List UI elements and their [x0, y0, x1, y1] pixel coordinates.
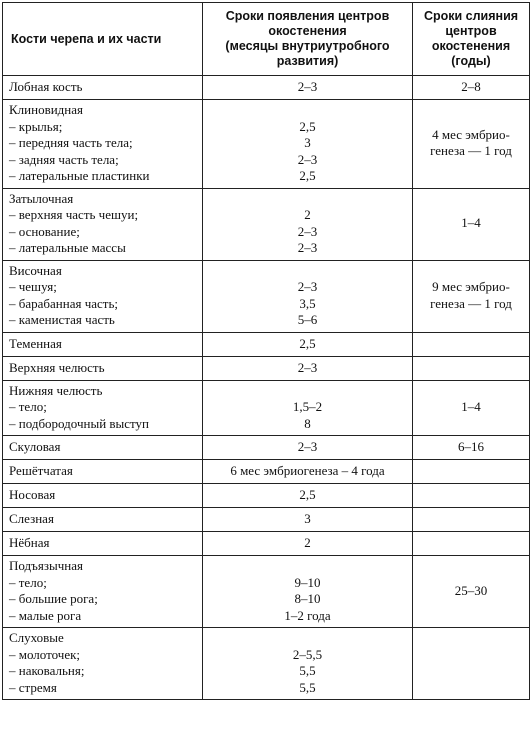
- appearance-value: 8: [304, 415, 311, 431]
- table-row: [3, 188, 530, 260]
- bone-part-name: – наковальня;: [9, 663, 85, 678]
- bone-name-cell: [3, 460, 203, 484]
- fusion-value: генеза — 1 год: [430, 295, 512, 311]
- bone-name-cell: [3, 484, 203, 508]
- table-row: [3, 508, 530, 532]
- fusion-cell: [413, 332, 530, 356]
- header-fusion-line: (годы): [451, 54, 491, 68]
- spacer: [207, 383, 408, 400]
- fusion-value: 1–4: [461, 215, 481, 231]
- table-row: [3, 380, 530, 436]
- table-row: [3, 100, 530, 189]
- spacer: [207, 191, 408, 208]
- appearance-value: 3,5: [299, 295, 316, 311]
- appearance-value: 2–3: [297, 151, 318, 167]
- fusion-value: 2–8: [461, 79, 481, 95]
- header-bones: Кости черепа и их части: [3, 3, 203, 76]
- appearance-value: 5,5: [299, 663, 316, 678]
- appearance-value: 6 мес эмбриогенеза – 4 года: [230, 463, 385, 479]
- bone-part-name: – стремя: [9, 679, 57, 695]
- table-row: [3, 532, 530, 556]
- bone-name: Решётчатая: [9, 463, 73, 479]
- bone-name-cell: [3, 628, 203, 700]
- bone-name: Верхняя челюсть: [9, 359, 105, 375]
- bone-part-name: – чешуя;: [9, 279, 57, 294]
- appearance-value: 2–3: [297, 223, 318, 239]
- appearance-cell: [203, 484, 413, 508]
- appearance-cell: [203, 76, 413, 100]
- bone-name-cell: [3, 556, 203, 628]
- appearance-cell: [203, 260, 413, 332]
- ossification-table: [2, 2, 530, 700]
- bone-name-cell: [3, 436, 203, 460]
- header-appearance-line: (месяцы внутриутробного: [225, 39, 390, 53]
- bone-part-name: – латеральные пластинки: [9, 168, 150, 183]
- fusion-value: 1–4: [461, 399, 481, 414]
- appearance-value: 2,5: [299, 487, 316, 503]
- appearance-cell: [203, 356, 413, 380]
- header-fusion-line: Сроки слияния: [423, 9, 519, 23]
- bone-name-cell: [3, 76, 203, 100]
- table-row: [3, 260, 530, 332]
- bone-name-cell: [3, 380, 203, 436]
- fusion-cell: [413, 188, 530, 260]
- appearance-value: 2–3: [297, 79, 318, 95]
- spacer: [207, 102, 408, 119]
- header-appearance-line: Сроки появления центров: [225, 9, 390, 23]
- table-row: [3, 76, 530, 100]
- appearance-value: 2: [304, 207, 311, 222]
- fusion-cell: [413, 76, 530, 100]
- table-row: [3, 484, 530, 508]
- table-body: [3, 76, 530, 700]
- table-row: [3, 332, 530, 356]
- fusion-cell: [413, 100, 530, 189]
- appearance-cell: [203, 460, 413, 484]
- appearance-cell: [203, 508, 413, 532]
- header-appearance: [203, 3, 413, 76]
- bone-name: Нёбная: [9, 535, 50, 551]
- fusion-cell: [413, 484, 530, 508]
- bone-part-name: – молоточек;: [9, 646, 81, 662]
- appearance-value: 2,5: [299, 118, 316, 134]
- fusion-cell: [413, 508, 530, 532]
- bone-part-name: – латеральные массы: [9, 240, 126, 255]
- bone-name-cell: [3, 188, 203, 260]
- document-page: [2, 2, 529, 700]
- table-row: [3, 460, 530, 484]
- bone-name: Височная: [9, 262, 62, 278]
- bone-name: Клиновидная: [9, 102, 83, 117]
- appearance-value: 2,5: [299, 335, 316, 351]
- appearance-cell: [203, 188, 413, 260]
- bone-part-name: – малые рога: [9, 607, 82, 623]
- bone-part-name: – подбородочный выступ: [9, 415, 150, 431]
- appearance-cell: [203, 332, 413, 356]
- appearance-value: 2–3: [297, 359, 318, 375]
- appearance-value: 3: [304, 135, 311, 150]
- appearance-value: 5,5: [299, 679, 316, 695]
- bone-part-name: – задняя часть тела;: [9, 151, 119, 167]
- fusion-cell: [413, 380, 530, 436]
- bone-name: Носовая: [9, 487, 56, 503]
- bone-part-name: – основание;: [9, 223, 80, 239]
- fusion-cell: [413, 356, 530, 380]
- fusion-cell: [413, 460, 530, 484]
- header-fusion-line: окостенения: [431, 39, 511, 53]
- bone-name-cell: [3, 356, 203, 380]
- appearance-value: 1,5–2: [292, 399, 323, 414]
- table-row: [3, 436, 530, 460]
- bone-name-cell: [3, 508, 203, 532]
- appearance-value: 5–6: [297, 312, 318, 327]
- header-fusion: [413, 3, 530, 76]
- header-appearance-line: развития): [276, 54, 339, 68]
- bone-name: Нижняя челюсть: [9, 382, 103, 398]
- bone-name: Слезная: [9, 511, 54, 527]
- bone-name: Затылочная: [9, 190, 74, 206]
- bone-name-cell: [3, 532, 203, 556]
- table-row: [3, 628, 530, 700]
- bone-name: Слуховые: [9, 630, 64, 645]
- bone-part-name: – верхняя часть чешуи;: [9, 207, 139, 222]
- spacer: [207, 558, 408, 575]
- bone-name: Теменная: [9, 335, 62, 351]
- bone-name: Скуловая: [9, 439, 61, 455]
- fusion-value: 25–30: [454, 582, 488, 598]
- table-header-row: [3, 3, 530, 76]
- bone-name-cell: [3, 100, 203, 189]
- bone-part-name: – барабанная часть;: [9, 295, 119, 311]
- fusion-value: генеза — 1 год: [430, 143, 512, 159]
- appearance-value: 2–3: [297, 439, 318, 455]
- bone-part-name: – тело;: [9, 399, 47, 414]
- spacer: [207, 630, 408, 647]
- fusion-value: 9 мес эмбрио-: [432, 279, 510, 294]
- appearance-cell: [203, 436, 413, 460]
- bone-name: Подъязычная: [9, 558, 83, 573]
- appearance-cell: [203, 380, 413, 436]
- bone-part-name: – каменистая часть: [9, 312, 115, 327]
- appearance-value: 2–3: [297, 240, 318, 255]
- bone-part-name: – передняя часть тела;: [9, 135, 133, 150]
- appearance-value: 9–10: [294, 574, 321, 590]
- fusion-value: 4 мес эмбрио-: [432, 126, 510, 142]
- appearance-value: 1–2 года: [284, 607, 331, 623]
- table-row: [3, 556, 530, 628]
- appearance-value: 8–10: [294, 591, 321, 606]
- appearance-value: 2–5,5: [292, 646, 323, 662]
- appearance-value: 2–3: [297, 279, 318, 294]
- fusion-cell: [413, 260, 530, 332]
- fusion-cell: [413, 436, 530, 460]
- bone-name-cell: [3, 332, 203, 356]
- appearance-cell: [203, 100, 413, 189]
- appearance-cell: [203, 628, 413, 700]
- appearance-value: 2,5: [299, 168, 316, 183]
- appearance-cell: [203, 556, 413, 628]
- fusion-cell: [413, 532, 530, 556]
- table-row: [3, 356, 530, 380]
- appearance-cell: [203, 532, 413, 556]
- fusion-cell: [413, 556, 530, 628]
- header-fusion-line: центров: [445, 24, 497, 38]
- bone-name-cell: [3, 260, 203, 332]
- bone-name: Лобная кость: [9, 79, 83, 95]
- appearance-value: 2: [304, 535, 311, 551]
- bone-part-name: – тело;: [9, 574, 47, 590]
- fusion-cell: [413, 628, 530, 700]
- appearance-value: 3: [304, 511, 311, 527]
- bone-part-name: – крылья;: [9, 118, 63, 134]
- bone-part-name: – большие рога;: [9, 591, 98, 606]
- header-appearance-line: окостенения: [268, 24, 347, 38]
- fusion-value: 6–16: [458, 439, 484, 455]
- spacer: [207, 263, 408, 280]
